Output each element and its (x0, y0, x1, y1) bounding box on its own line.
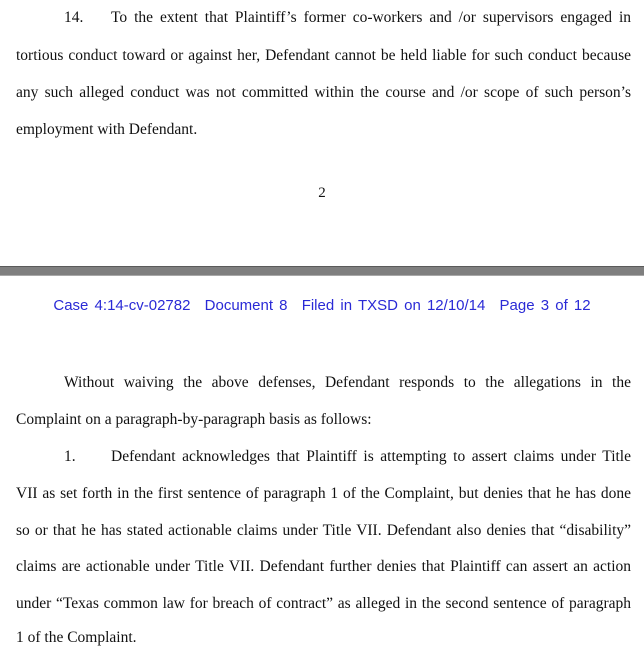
paragraph-1-line-3: so or that he has stated actionable claims under Title VII. Defendant also denies that “disability” (16, 522, 631, 539)
paragraph-1-number: 1. (64, 448, 76, 465)
paragraph-14-number: 14. (64, 9, 84, 26)
paragraph-1-text-start: Defendant acknowledges that Plaintiff is attempting to assert claims under Title (111, 448, 631, 465)
paragraph-14-text-start: To the extent that Plaintiff’s former co-workers and /or supervisors engaged in (111, 9, 631, 26)
paragraph-14-line-2: tortious conduct toward or against her, Defendant cannot be held liable for such conduct because (16, 47, 631, 64)
case-header (0, 296, 644, 316)
paragraph-1-line-4: claims are actionable under Title VII. Defendant further denies that Plaintiff can assert an action (16, 558, 631, 575)
previous-page (0, 0, 644, 266)
paragraph-14-line-1 (64, 8, 631, 28)
intro-line-2: Complaint on a paragraph-by-paragraph basis as follows: (16, 411, 372, 428)
filed-date: Filed in TXSD on 12/10/14 (301, 297, 486, 314)
paragraph-1-line-2: VII as set forth in the first sentence of paragraph 1 of the Complaint, but denies that he has done (16, 485, 631, 502)
page-count: Page 3 of 12 (499, 297, 591, 314)
page-separator (0, 266, 644, 276)
paragraph-14-line-4: employment with Defendant. (16, 121, 198, 138)
case-number: Case 4:14-cv-02782 (53, 297, 191, 314)
intro-line-1: Without waiving the above defenses, Defendant responds to the allegations in the (64, 374, 631, 391)
document-number: Document 8 (204, 297, 288, 314)
page-number: 2 (318, 185, 326, 201)
paragraph-1-line-5: under “Texas common law for breach of contract” as alleged in the second sentence of paragraph (16, 595, 631, 612)
paragraph-1-line-6: 1 of the Complaint. (16, 629, 137, 646)
paragraph-1-line-1 (64, 447, 631, 467)
paragraph-14-line-3: any such alleged conduct was not committed within the course and /or scope of such person’s (16, 84, 631, 101)
